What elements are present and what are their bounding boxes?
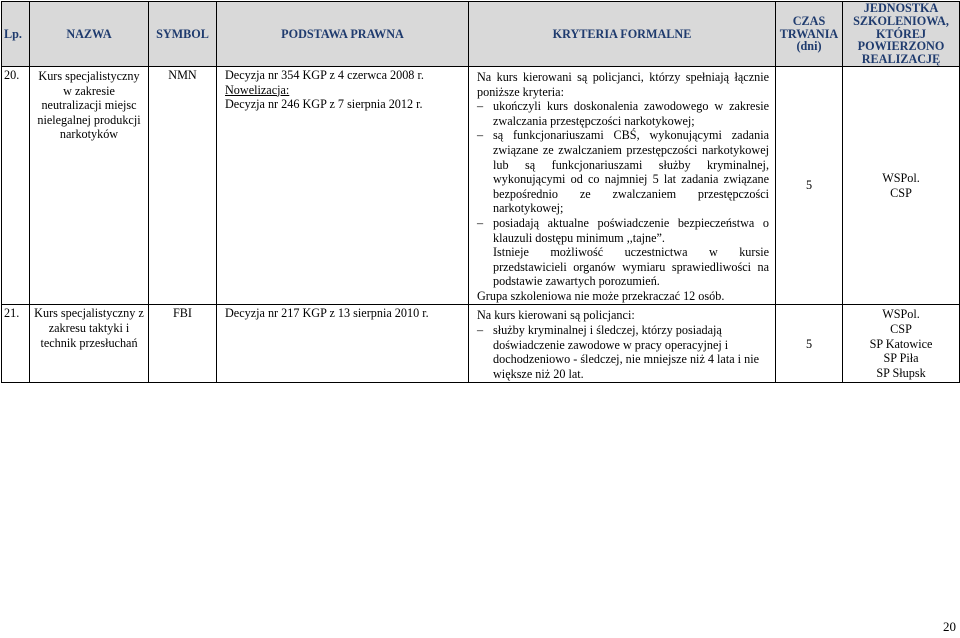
table-row <box>2 66 960 305</box>
row-podstawa <box>217 305 469 383</box>
jednostka-item: CSP <box>890 322 912 337</box>
header-lp: Lp. <box>2 2 30 67</box>
kryteria-intro: Na kurs kierowani są policjanci, którzy spełniają łącznie poniższe kryteria: <box>477 69 769 99</box>
row-jednostka <box>843 305 960 383</box>
row-kryteria <box>469 66 776 305</box>
row-symbol: FBI <box>149 305 217 383</box>
jednostka-item: SP Piła <box>883 351 919 366</box>
header-row <box>2 2 960 67</box>
jednostka-item: CSP <box>890 185 912 200</box>
table-row <box>2 305 960 383</box>
row-nazwa: Kurs specjalistyczny z zakresu taktyki i technik przesłuchań <box>30 305 149 383</box>
header-podstawa: PODSTAWA PRAWNA <box>217 2 469 67</box>
row-symbol: NMN <box>149 66 217 305</box>
row-podstawa <box>217 66 469 305</box>
page-number: 20 <box>943 619 956 634</box>
kryteria-item: – ukończyli kurs doskonalenia zawodowego w zakresie zwalczania przestępczości narkotykowej; <box>477 99 769 128</box>
row-czas: 5 <box>776 66 843 305</box>
podstawa-decision: Decyzja nr 217 KGP z 13 sierpnia 2010 r. <box>225 306 429 321</box>
kryteria-note: Istnieje możliwość uczestnictwa w kursie przedstawicieli organów wymiaru sprawiedliwości na podstawie zawartych porozumień. <box>493 245 769 289</box>
podstawa-decision: Decyzja nr 354 KGP z 4 czerwca 2008 r. <box>225 67 424 82</box>
jednostka-item: WSPol. <box>882 307 920 322</box>
row-kryteria <box>469 305 776 383</box>
header-jednostka: JEDNOSTKA SZKOLENIOWA, KTÓREJ POWIERZONO REALIZACJĘ <box>843 2 960 67</box>
header-kryteria: KRYTERIA FORMALNE <box>469 2 776 67</box>
jednostka-item: SP Katowice <box>869 336 933 351</box>
kryteria-list <box>477 323 769 381</box>
row-lp: 20. <box>2 66 30 305</box>
kryteria-item: – posiadają aktualne poświadczenie bezpieczeństwa o klauzuli dostępu minimum ,,tajne”. <box>477 216 769 245</box>
courses-table <box>1 1 960 383</box>
podstawa-amendment: Decyzja nr 246 KGP z 7 sierpnia 2012 r. <box>225 97 423 112</box>
header-czas: CZAS TRWANIA (dni) <box>776 2 843 67</box>
row-czas: 5 <box>776 305 843 383</box>
kryteria-list <box>477 99 769 245</box>
kryteria-group-limit: Grupa szkoleniowa nie może przekraczać 12 osób. <box>477 288 725 303</box>
jednostka-item: SP Słupsk <box>876 365 926 380</box>
kryteria-intro: Na kurs kierowani są policjanci: <box>477 308 635 323</box>
header-nazwa: NAZWA <box>30 2 149 67</box>
kryteria-item: – służby kryminalnej i śledczej, którzy posiadają doświadczenie zawodowe w pracy operacyjnej i dochodzeniowo - śledczej, nie mniejsze niż 4 lata i nie większe niż 20 lat. <box>477 323 769 381</box>
podstawa-amendment-label: Nowelizacja: <box>225 82 290 97</box>
header-symbol: SYMBOL <box>149 2 217 67</box>
jednostka-item: WSPol. <box>882 171 920 186</box>
row-nazwa: Kurs specjalistyczny w zakresie neutralizacji miejsc nielegalnej produkcji narkotyków <box>30 66 149 305</box>
row-lp: 21. <box>2 305 30 383</box>
row-jednostka <box>843 66 960 305</box>
kryteria-item: – są funkcjonariuszami CBŚ, wykonującymi zadania związane ze zwalczaniem przestępczości narkotykowej lub są funkcjonariuszami służby kryminalnej, wykonującymi od co najmniej 5 lat zadania związane bezpośrednio ze zwalczaniem przestępczości narkotykowej; <box>477 128 769 216</box>
